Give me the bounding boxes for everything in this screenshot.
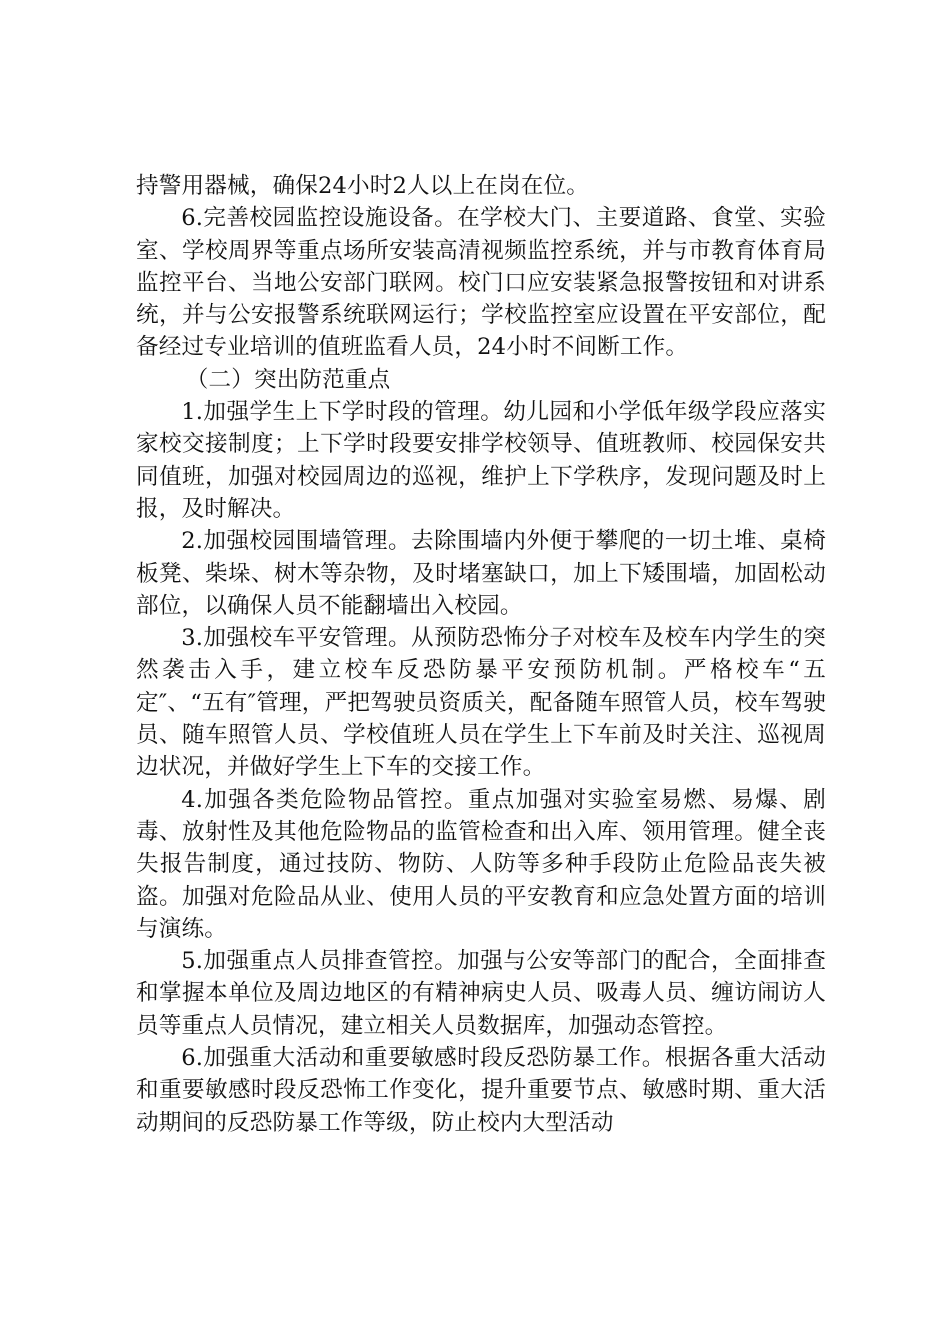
paragraph-school-bus-safety: 3.加强校车平安管理。从预防恐怖分子对校车及校车内学生的突然袭击入手，建立校车反恐防暴平安预防机制。严格校车“五定″、“五有″管理，严把驾驶员资质关，配备随车照管人员，校车驾驶员、随车照管人员、学校值班人员在学生上下车前及时关注、巡视周边状况，并做好学生上下车的交接工作。 (136, 625, 826, 781)
paragraph-continuation: 持警用器械，确保24小时2人以上在岗在位。 (136, 173, 589, 199)
paragraph-hazardous-materials: 4.加强各类危险物品管控。重点加强对实验室易燃、易爆、剧毒、放射性及其他危险物品的监管检查和出入库、领用管理。健全丧失报告制度，通过技防、物防、人防等多种手段防止危险品丧失被盗。加强对危险品从业、使用人员的平安教育和应急处置方面的培训与演练。 (136, 786, 826, 942)
document-body (136, 170, 826, 1139)
paragraph-wall-management: 2.加强校园围墙管理。去除围墙内外便于攀爬的一切土堆、桌椅板凳、柴垛、树木等杂物，及时堵塞缺口，加上下矮围墙，加固松动部位，以确保人员不能翻墙出入校园。 (136, 528, 826, 619)
paragraph-school-hours-management: 1.加强学生上下学时段的管理。幼儿园和小学低年级学段应落实家校交接制度；上下学时段要安排学校领导、值班教师、校园保安共同值班，加强对校园周边的巡视，维护上下学秩序，发现问题及时上报，及时解决。 (136, 399, 826, 522)
section-heading-prevention-focus: （二）突出防范重点 (185, 366, 391, 393)
paragraph-monitoring-facilities: 6.完善校园监控设施设备。在学校大门、主要道路、食堂、实验室、学校周界等重点场所安装高清视频监控系统，并与市教育体育局监控平台、当地公安部门联网。校门口应安装紧急报警按钮和对讲系统，并与公安报警系统联网运行；学校监控室应设置在平安部位，配备经过专业培训的值班监看人员，24小时不间断工作。 (136, 205, 826, 361)
paragraph-major-events: 6.加强重大活动和重要敏感时段反恐防暴工作。根据各重大活动和重要敏感时段反恐怖工作变化，提升重要节点、敏感时期、重大活动期间的反恐防暴工作等级，防止校内大型活动 (136, 1045, 826, 1136)
paragraph-key-personnel: 5.加强重点人员排查管控。加强与公安等部门的配合，全面排查和掌握本单位及周边地区的有精神病史人员、吸毒人员、缠访闹访人员等重点人员情况，建立相关人员数据库，加强动态管控。 (136, 948, 826, 1039)
